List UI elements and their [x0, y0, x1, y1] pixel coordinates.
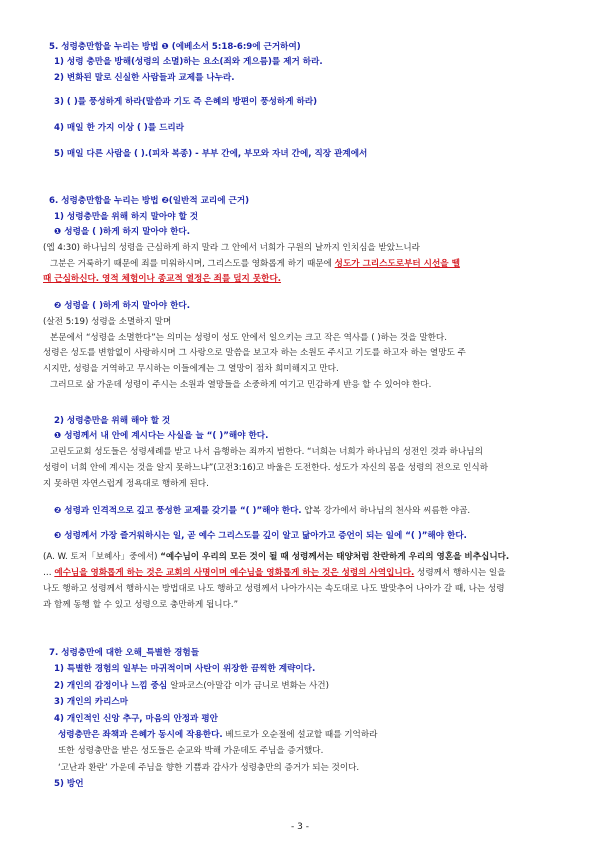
- quote-line-4: 과 함께 동행 할 수 있고 성령으로 충만하게 됩니다.”: [43, 600, 239, 610]
- quote-source: (A. W. 토저「보혜사」중에서): [43, 552, 161, 562]
- paragraph-quench-line-2: 성령은 성도를 변함없이 사랑하시며 그 사랑으로 말씀을 보고자 하는 소원도 주시고 기도를 하고자 하는 열망도 주: [43, 348, 466, 358]
- section-7-item-3: 3) 개인의 카리스마: [54, 697, 129, 707]
- paragraph-grieve-text: 그분은 거룩하기 때문에 죄를 미워하시며, 그리스도를 영화롭게 하기 때문에: [50, 259, 335, 269]
- section-6-must-3: ❸ 성령께서 가장 즐거워하시는 일, 곧 예수 그리스도를 깊이 알고 닮아가고 증언이 되는 일에 “( )”해야 한다.: [54, 531, 467, 541]
- highlight-grieve-2: 때 근심하신다. 영적 체험이나 종교적 열정은 죄를 덮지 못한다.: [43, 274, 282, 284]
- body-1-note: 베드로가 오순절에 설교할 때를 기억하라: [222, 730, 378, 740]
- must-2-heading: ❷ 성령과 인격적으로 깊고 풍성한 교제를 갖기를 “( )”해야 한다.: [54, 506, 302, 516]
- must-2-note: 얍복 강가에서 하나님의 천사와 씨름한 야곱.: [301, 506, 471, 516]
- section-7-body-3: ‘고난과 환란’ 가운데 주님을 향한 기쁨과 감사가 성령충만의 증거가 되는 것이다.: [58, 763, 360, 773]
- item-2-note: 알파코스(아말감 이가 금니로 변화는 사건): [170, 681, 329, 691]
- quote-line-3: 나도 행하고 성령께서 행하시는 방법대로 나도 행하고 성령께서 나아가시는 속도대로 나도 발맞추어 나아가 갈 때, 나는 성령: [43, 584, 505, 594]
- section-5-item-4: 4) 매일 한 가지 이상 ( )를 드리라: [54, 123, 185, 133]
- paragraph-temple-line-3: 지 못하면 자연스럽게 정욕대로 행하게 된다.: [43, 479, 209, 489]
- paragraph-temple-line-2: 성령이 너희 안에 계시는 것을 알지 못하느냐”(고전3:16)고 바울은 도전한다. 성도가 자신의 몸을 성령의 전으로 인식하: [43, 463, 489, 473]
- section-5-item-1: 1) 성령 충만을 방해(성령의 소멸)하는 요소(죄와 게으름)를 제거 하라.: [54, 57, 323, 67]
- section-6-point-2: ❷ 성령을 ( )하게 하지 말아야 한다.: [54, 301, 190, 311]
- section-5-item-2: 2) 변화된 말로 신실한 사람들과 교제를 나누라.: [54, 73, 235, 83]
- section-6-title: 6. 성령충만함을 누리는 방법 ❷(일반적 교리에 근거): [49, 196, 250, 206]
- section-7-body-1: [58, 730, 377, 741]
- quote-line-2: [43, 568, 506, 579]
- paragraph-temple-line-1: 고린도교회 성도들은 성령세례를 받고 나서 음행하는 죄까지 범한다. “너희는 너희가 하나님의 성전인 것과 하나님의: [50, 447, 483, 457]
- section-5-title: 5. 성령충만함을 누리는 방법 ❶ (에베소서 5:18-6:9에 근거하여): [49, 42, 301, 52]
- section-7-item-2: [54, 681, 329, 692]
- verse-thess-5-19: (살전 5:19) 성령을 소멸하지 말며: [43, 317, 172, 327]
- quote-highlight: 예수님을 영화롭게 하는 것은 교회의 사명이며 예수님을 영화롭게 하는 것은 성령의 사역입니다.: [54, 568, 415, 578]
- section-6-sub-2: 2) 성령충만을 위해 해야 할 것: [54, 416, 171, 426]
- paragraph-quench-line-1: 본문에서 “성령을 소멸한다”는 의미는 성령이 성도 안에서 일으키는 크고 작은 역사를 ( )하는 것을 말한다.: [50, 333, 447, 343]
- section-6-sub-1: 1) 성령충만을 위해 하지 말아야 할 것: [54, 212, 199, 222]
- paragraph-grieve-line-1: [50, 259, 460, 270]
- page-number: - 3 -: [291, 822, 309, 832]
- section-7-item-5: 5) 방언: [54, 779, 84, 789]
- section-5-item-5: 5) 매일 다른 사람을 ( ).(피차 복종) - 부부 간에, 부모와 자녀 간에, 직장 관계에서: [54, 149, 368, 159]
- section-7-item-1: 1) 특별한 경험의 일부는 마귀적이며 사탄이 위장한 끔찍한 계략이다.: [54, 664, 316, 674]
- section-6-must-2: [54, 506, 470, 517]
- quote-ellipsis: …: [43, 568, 55, 578]
- section-6-point-1: ❶ 성령을 ( )하게 하지 말아야 한다.: [54, 227, 190, 237]
- item-2-heading: 2) 개인의 감정이나 느낌 중심: [54, 681, 171, 691]
- section-7-body-2: 또한 성령충만을 받은 성도들은 순교와 박해 가운데도 주님을 증거했다.: [58, 746, 324, 756]
- quote-opening: “예수님이 우리의 모든 것이 될 때 성령께서는 태양처럼 찬란하게 우리의 영혼을 비추십니다.: [160, 552, 510, 562]
- section-6-must-1: ❶ 성령께서 내 안에 계시다는 사실을 늘 “( )”해야 한다.: [54, 431, 269, 441]
- section-5-item-3: 3) ( )를 풍성하게 하라(말씀과 기도 즉 은혜의 방편이 풍성하게 하라): [54, 97, 318, 107]
- quote-line-1: [43, 552, 509, 563]
- body-1-heading: 성령충만은 좌책과 은혜가 동시에 작용한다.: [58, 730, 223, 740]
- paragraph-quench-line-3: 시지만, 성령을 거역하고 무시하는 이들에게는 그 열망이 점차 희미해지고 만다.: [43, 364, 339, 374]
- section-7-title: 7. 성령충만에 대한 오해_특별한 경험들: [49, 648, 200, 658]
- quote-continue: 성령께서 행하시는 일을: [414, 568, 506, 578]
- section-7-item-4: 4) 개인적인 신앙 추구, 마음의 안정과 평안: [54, 714, 218, 724]
- highlight-grieve-1: 성도가 그리스도로부터 시선을 뗄: [334, 259, 460, 269]
- paragraph-quench-line-4: 그러므로 삶 가운데 성령이 주시는 소원과 열망들을 소중하게 여기고 민감하게 반응 할 수 있어야 한다.: [50, 380, 432, 390]
- verse-eph-4-30: (엡 4:30) 하나님의 성령을 근심하게 하지 말라 그 안에서 너희가 구원의 날까지 인치심을 받았느니라: [43, 243, 420, 253]
